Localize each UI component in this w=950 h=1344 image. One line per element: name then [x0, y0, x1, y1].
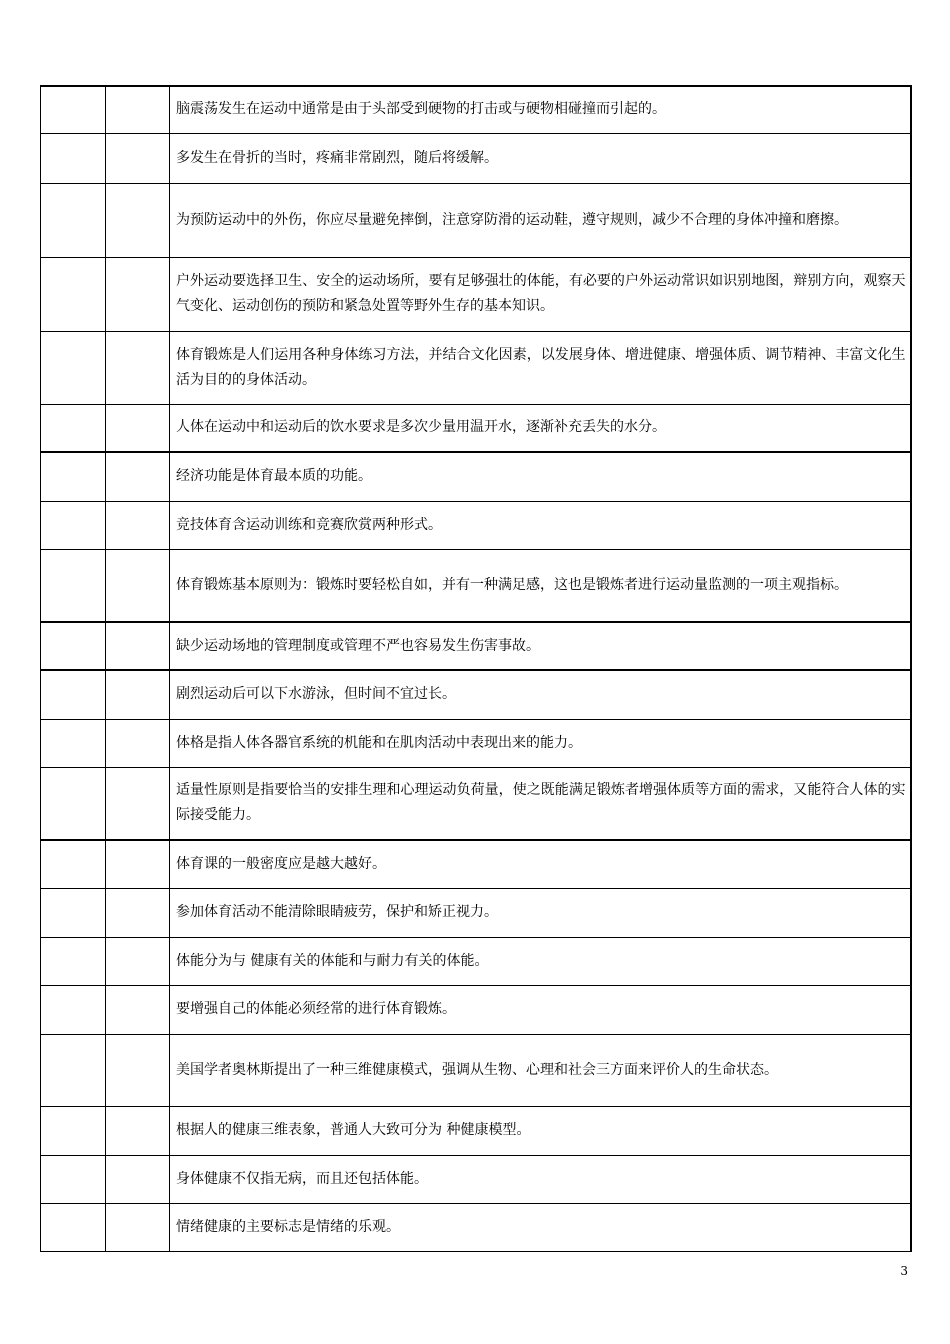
answer-cell[interactable]	[41, 404, 106, 452]
statement-text: 情绪健康的主要标志是情绪的乐观。	[170, 1203, 911, 1251]
table-row	[41, 452, 911, 501]
statement-text: 体能分为与 健康有关的体能和与耐力有关的体能。	[170, 937, 911, 985]
answer-cell[interactable]	[41, 1203, 106, 1251]
mark-cell[interactable]	[106, 1106, 170, 1155]
answer-cell[interactable]	[41, 1106, 106, 1155]
table-row	[41, 549, 911, 622]
statement-text: 体育课的一般密度应是越大越好。	[170, 840, 911, 888]
mark-cell[interactable]	[106, 549, 170, 622]
mark-cell[interactable]	[106, 1034, 170, 1106]
mark-cell[interactable]	[106, 452, 170, 501]
mark-cell[interactable]	[106, 86, 170, 133]
mark-cell[interactable]	[106, 888, 170, 937]
statement-text: 体育锻炼基本原则为：锻炼时要轻松自如，并有一种满足感，这也是锻炼者进行运动量监测的一项主观指标。	[170, 549, 911, 622]
answer-cell[interactable]	[41, 549, 106, 622]
answer-cell[interactable]	[41, 452, 106, 501]
table-row	[41, 985, 911, 1034]
table-row	[41, 86, 911, 133]
page-number: 3	[900, 1264, 908, 1278]
answer-cell[interactable]	[41, 183, 106, 257]
mark-cell[interactable]	[106, 719, 170, 767]
answer-cell[interactable]	[41, 719, 106, 767]
table-row	[41, 1034, 911, 1106]
statement-text: 剧烈运动后可以下水游泳，但时间不宜过长。	[170, 670, 911, 719]
statement-text: 多发生在骨折的当时，疼痛非常剧烈，随后将缓解。	[170, 133, 911, 183]
table-row	[41, 840, 911, 888]
answer-cell[interactable]	[41, 888, 106, 937]
table-row	[41, 183, 911, 257]
table-row	[41, 133, 911, 183]
answer-cell[interactable]	[41, 501, 106, 549]
mark-cell[interactable]	[106, 937, 170, 985]
table-row	[41, 1203, 911, 1251]
statement-text: 缺少运动场地的管理制度或管理不严也容易发生伤害事故。	[170, 622, 911, 670]
answer-cell[interactable]	[41, 86, 106, 133]
statement-text: 要增强自己的体能必须经常的进行体育锻炼。	[170, 985, 911, 1034]
statement-text: 人体在运动中和运动后的饮水要求是多次少量用温开水，逐渐补充丢失的水分。	[170, 404, 911, 452]
statement-table	[40, 85, 912, 1252]
mark-cell[interactable]	[106, 670, 170, 719]
mark-cell[interactable]	[106, 331, 170, 404]
statement-text: 适量性原则是指要恰当的安排生理和心理运动负荷量，使之既能满足锻炼者增强体质等方面的需求，又能符合人体的实际接受能力。	[170, 767, 911, 840]
table-row	[41, 1106, 911, 1155]
mark-cell[interactable]	[106, 501, 170, 549]
mark-cell[interactable]	[106, 1203, 170, 1251]
mark-cell[interactable]	[106, 840, 170, 888]
mark-cell[interactable]	[106, 183, 170, 257]
table-row	[41, 331, 911, 404]
table-row	[41, 888, 911, 937]
table-row	[41, 1155, 911, 1203]
answer-cell[interactable]	[41, 1155, 106, 1203]
statement-table-body	[41, 86, 911, 1251]
statement-text: 为预防运动中的外伤，你应尽量避免摔倒，注意穿防滑的运动鞋，遵守规则，减少不合理的身体冲撞和磨擦。	[170, 183, 911, 257]
table-row	[41, 670, 911, 719]
statement-text: 体格是指人体各器官系统的机能和在肌肉活动中表现出来的能力。	[170, 719, 911, 767]
mark-cell[interactable]	[106, 257, 170, 331]
answer-cell[interactable]	[41, 133, 106, 183]
mark-cell[interactable]	[106, 767, 170, 840]
table-row	[41, 719, 911, 767]
table-row	[41, 501, 911, 549]
answer-cell[interactable]	[41, 622, 106, 670]
statement-text: 美国学者奥林斯提出了一种三维健康模式，强调从生物、心理和社会三方面来评价人的生命状态。	[170, 1034, 911, 1106]
statement-text: 参加体育活动不能清除眼睛疲劳，保护和矫正视力。	[170, 888, 911, 937]
mark-cell[interactable]	[106, 133, 170, 183]
table-row	[41, 937, 911, 985]
mark-cell[interactable]	[106, 1155, 170, 1203]
table-row	[41, 767, 911, 840]
answer-cell[interactable]	[41, 937, 106, 985]
answer-cell[interactable]	[41, 257, 106, 331]
table-row	[41, 404, 911, 452]
statement-text: 经济功能是体育最本质的功能。	[170, 452, 911, 501]
mark-cell[interactable]	[106, 404, 170, 452]
answer-cell[interactable]	[41, 331, 106, 404]
answer-cell[interactable]	[41, 840, 106, 888]
statement-text: 脑震荡发生在运动中通常是由于头部受到硬物的打击或与硬物相碰撞而引起的。	[170, 86, 911, 133]
mark-cell[interactable]	[106, 622, 170, 670]
statement-text: 体育锻炼是人们运用各种身体练习方法，并结合文化因素，以发展身体、增进健康、增强体质、调节精神、丰富文化生活为目的的身体活动。	[170, 331, 911, 404]
statement-text: 竞技体育含运动训练和竞赛欣赏两种形式。	[170, 501, 911, 549]
table-row	[41, 257, 911, 331]
mark-cell[interactable]	[106, 985, 170, 1034]
table-row	[41, 622, 911, 670]
statement-text: 身体健康不仅指无病，而且还包括体能。	[170, 1155, 911, 1203]
statement-text: 户外运动要选择卫生、安全的运动场所，要有足够强壮的体能，有必要的户外运动常识如识别地图，辩别方向，观察天气变化、运动创伤的预防和紧急处置等野外生存的基本知识。	[170, 257, 911, 331]
answer-cell[interactable]	[41, 1034, 106, 1106]
statement-text: 根据人的健康三维表象，普通人大致可分为 种健康模型。	[170, 1106, 911, 1155]
answer-cell[interactable]	[41, 670, 106, 719]
answer-cell[interactable]	[41, 985, 106, 1034]
answer-cell[interactable]	[41, 767, 106, 840]
